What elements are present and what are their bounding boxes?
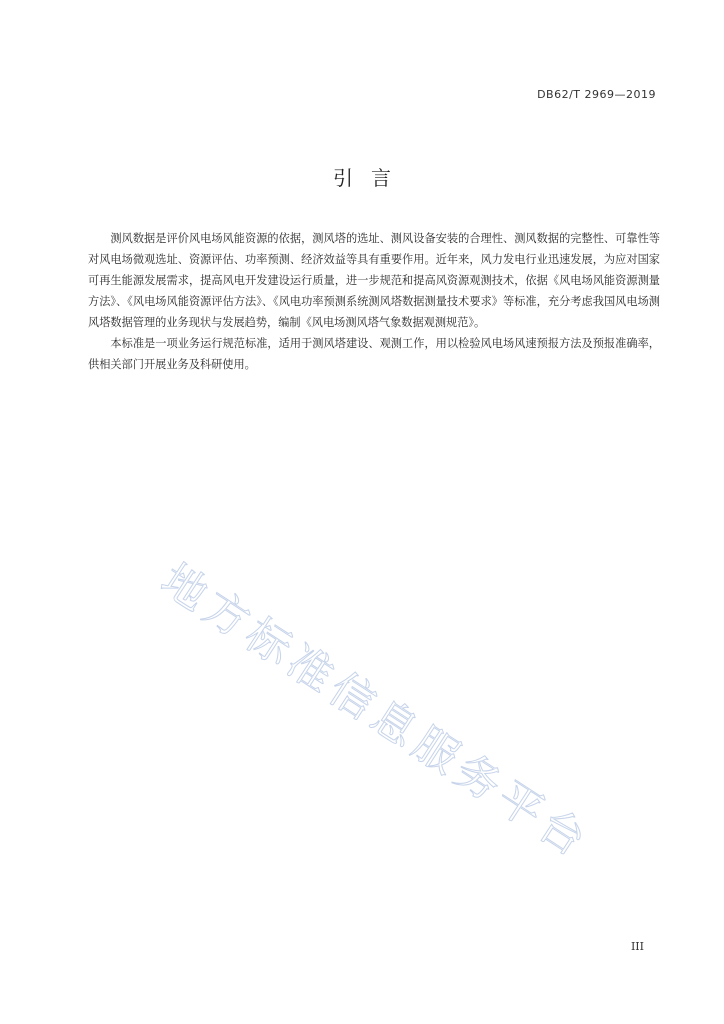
body-text — [88, 228, 660, 375]
document-code: DB62/T 2969—2019 — [537, 88, 656, 101]
watermark: 地方标准信息服务平台 — [151, 554, 600, 870]
paragraph: 本标准是一项业务运行规范标准，适用于测风塔建设、观测工作，用以检验风电场风速预报方法及预报准确率，供相关部门开展业务及科研使用。 — [88, 337, 660, 371]
page-title: 引言 — [333, 166, 409, 190]
paragraph: 测风数据是评价风电场风能资源的依据，测风塔的选址、测风设备安装的合理性、测风数据的完整性、可靠性等对风电场微观选址、资源评估、功率预测、经济效益等具有重要作用。近年来，风力发电行业迅速发展，为应对国家可再生能源发展需求，提高风电开发建设运行质量，进一步规范和提高风资源观测技术，依据《风电场风能资源测量方法》、《风电场风能资源评估方法》、《风电功率预测系统测风塔数据测量技术要求》等标准，充分考虑我国风电场测风塔数据管理的业务现状与发展趋势，编制《风电场测风塔气象数据观测规范》。 — [88, 232, 660, 329]
page-number: III — [630, 940, 644, 953]
